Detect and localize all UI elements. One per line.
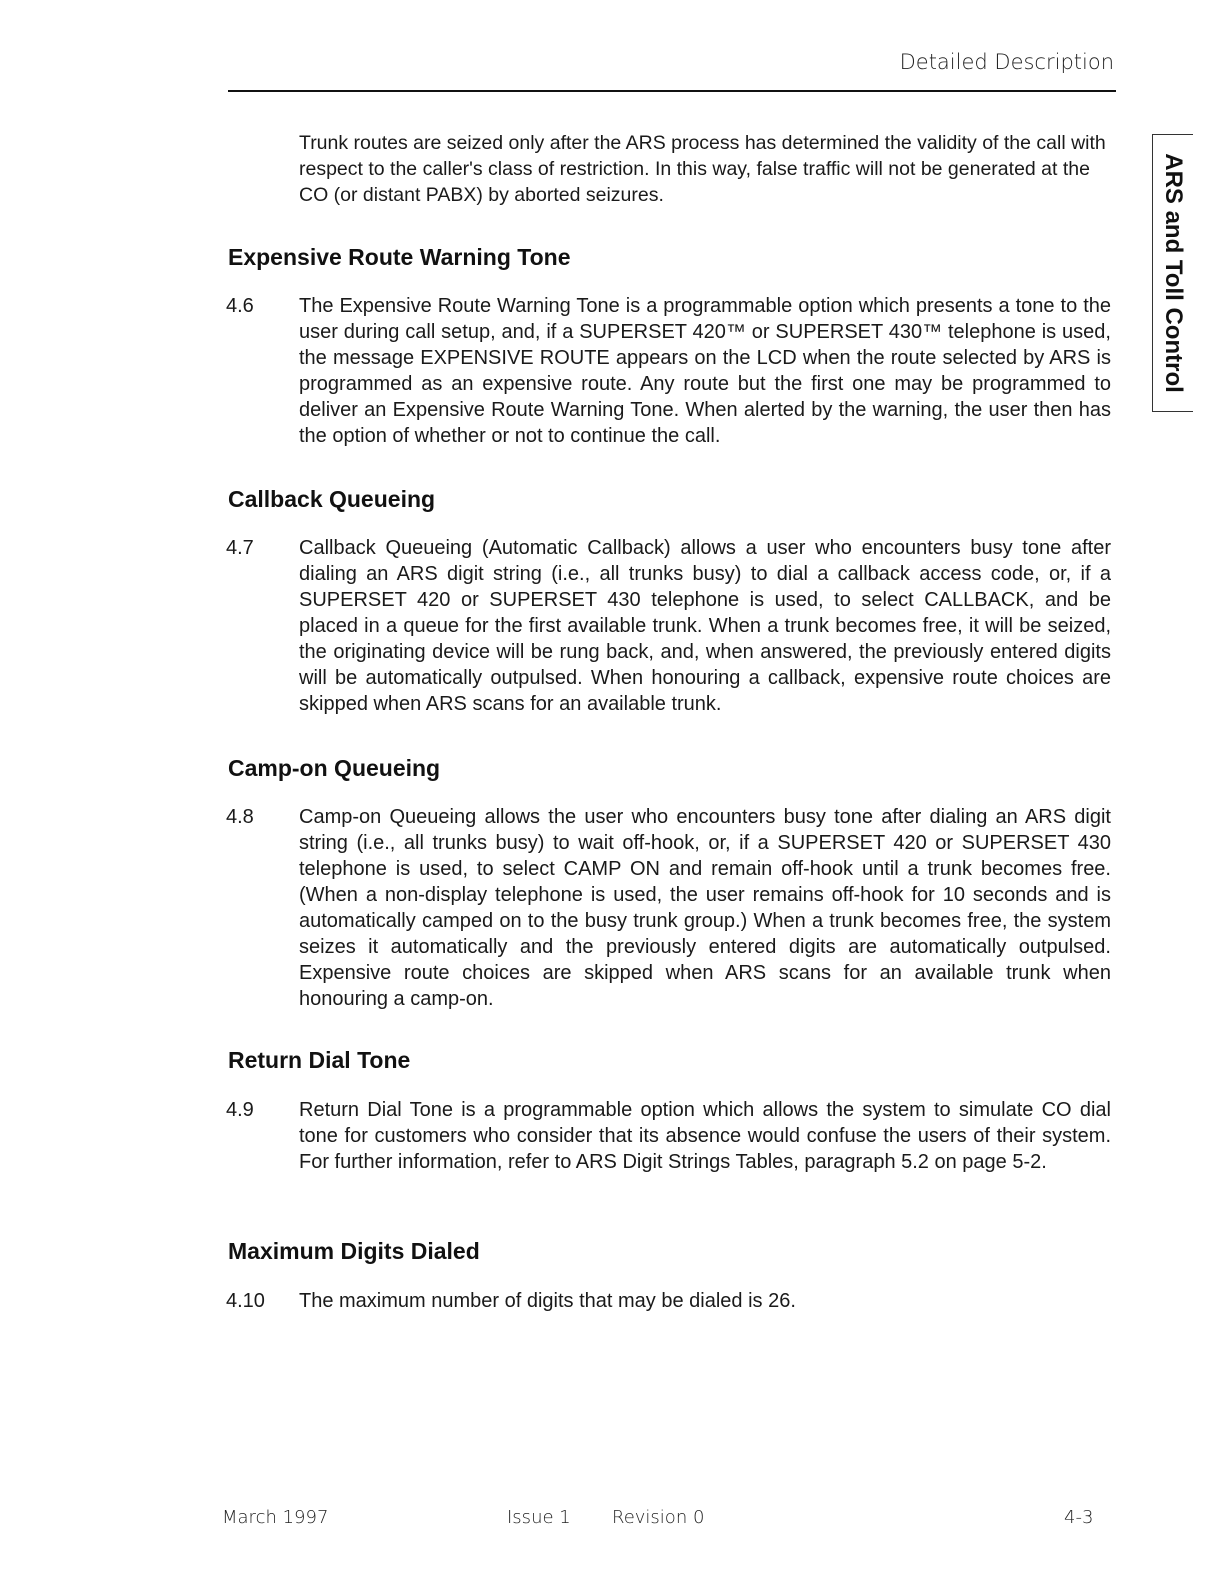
paragraph-number-4-10: 4.10 bbox=[226, 1290, 265, 1312]
section-heading-expensive-route: Expensive Route Warning Tone bbox=[228, 244, 571, 270]
intro-paragraph: Trunk routes are seized only after the ARS process has determined the validity of the call with respect to the caller's class of restriction. In this way, false traffic will not be generated at the CO (or distant PABX) by aborted seizures. bbox=[299, 132, 1106, 206]
paragraph-number-4-8: 4.8 bbox=[226, 806, 254, 828]
paragraph-number-4-6: 4.6 bbox=[226, 295, 254, 317]
page-header-title: Detailed Description bbox=[899, 50, 1114, 74]
section-heading-camp-on-queueing: Camp-on Queueing bbox=[228, 755, 441, 781]
footer-issue: Issue 1 bbox=[507, 1507, 571, 1528]
footer-page-number: 4-3 bbox=[1064, 1507, 1094, 1528]
section-heading-callback-queueing: Callback Queueing bbox=[228, 486, 436, 512]
footer-date: March 1997 bbox=[222, 1507, 329, 1528]
section-heading-maximum-digits: Maximum Digits Dialed bbox=[228, 1238, 480, 1264]
footer-revision: Revision 0 bbox=[612, 1507, 705, 1528]
chapter-side-tab-label: ARS and Toll Control bbox=[1160, 153, 1187, 393]
section-heading-return-dial-tone: Return Dial Tone bbox=[228, 1047, 411, 1073]
paragraph-number-4-7: 4.7 bbox=[226, 537, 254, 559]
paragraph-text-4-6: The Expensive Route Warning Tone is a programmable option which presents a tone to the user during call setup, and, if a SUPERSET 420™ or SUPERSET 430™ telephone is used, the message EXPENSIVE ROUTE appears on the LCD when the route selected by ARS is programmed as an expensive route. Any route but the first one may be programmed to deliver an Expensive Route Warning Tone. When alerted by the warning, the user then has the option of whether or not to continue the call. bbox=[299, 295, 1111, 447]
paragraph-text-4-10: The maximum number of digits that may be dialed is 26. bbox=[299, 1290, 796, 1312]
paragraph-number-4-9: 4.9 bbox=[226, 1099, 254, 1121]
paragraph-text-4-7: Callback Queueing (Automatic Callback) allows a user who encounters busy tone after dialing an ARS digit string (i.e., all trunks busy) to dial a callback access code, or, if a SUPERSET 420 or SUPERSET 430 telephone is used, to select CALLBACK, and be placed in a queue for the first available trunk. When a trunk becomes free, it will be seized, the originating device will be rung back, and, when answered, the previously entered digits will be automatically outpulsed. When honouring a callback, expensive route choices are skipped when ARS scans for an available trunk. bbox=[299, 537, 1111, 715]
chapter-side-tab bbox=[1152, 134, 1193, 412]
paragraph-text-4-9: Return Dial Tone is a programmable option which allows the system to simulate CO dial tone for customers who consider that its absence would confuse the users of their system. For further information, refer to ARS Digit Strings Tables, paragraph 5.2 on page 5-2. bbox=[299, 1099, 1111, 1173]
header-divider bbox=[228, 90, 1116, 92]
paragraph-text-4-8: Camp-on Queueing allows the user who encounters busy tone after dialing an ARS digit string (i.e., all trunks busy) to wait off-hook, or, if a SUPERSET 420 or SUPERSET 430 telephone is used, to select CAMP ON and remain off-hook until a trunk becomes free. (When a non-display telephone is used, the user remains off-hook for 10 seconds and is automatically camped on to the busy trunk group.) When a trunk becomes free, the system seizes it automatically and the previously entered digits are automatically outpulsed. Expensive route choices are skipped when ARS scans for an available trunk when honouring a camp-on. bbox=[299, 806, 1111, 1010]
